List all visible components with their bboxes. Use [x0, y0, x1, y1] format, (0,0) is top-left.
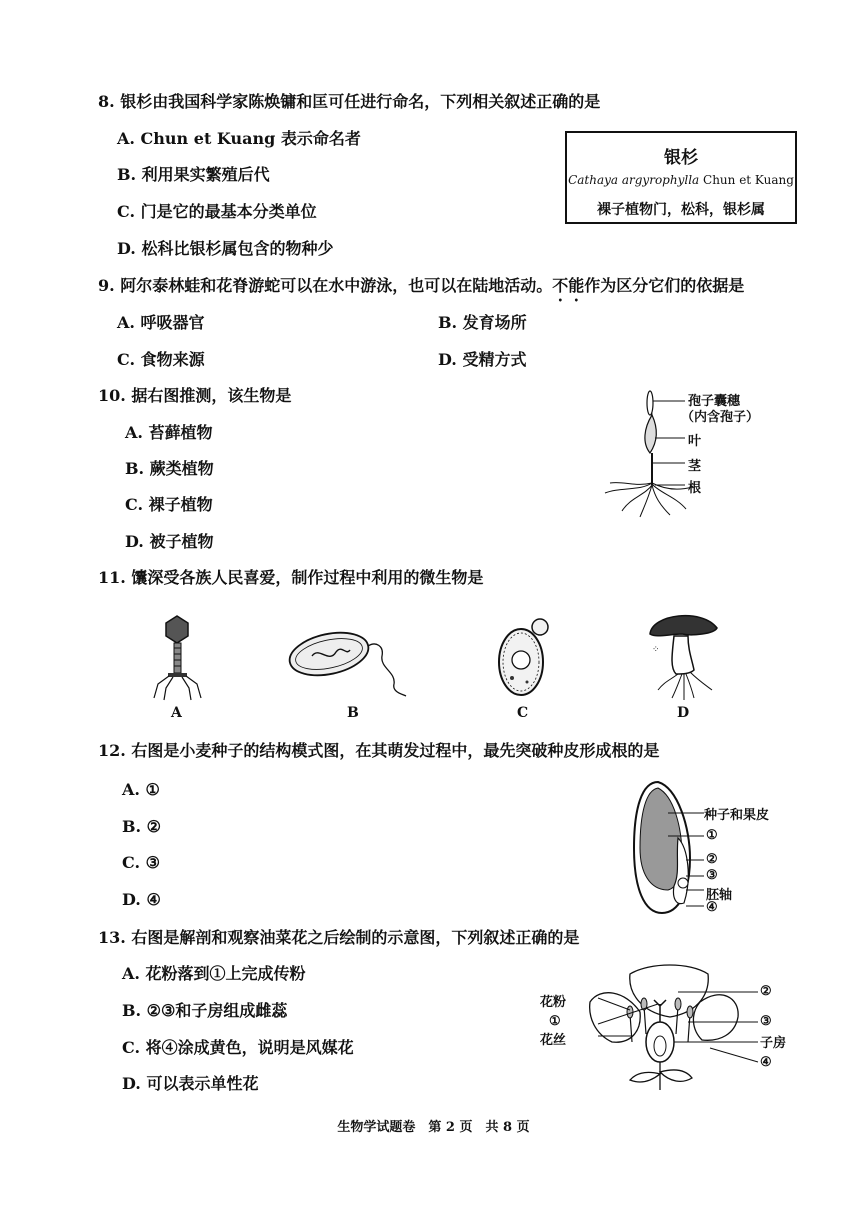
q12-option-a: A. ①: [122, 780, 160, 799]
label-pollen: 花粉: [540, 995, 567, 1010]
fern-plant-illustration: [600, 383, 700, 523]
box-classification: 裸子植物门，松科，银杉属: [597, 202, 765, 218]
label-sporangium-note: （内含孢子）: [681, 410, 760, 425]
mushroom-icon: [642, 610, 727, 702]
q11-caption-c: C: [517, 705, 529, 721]
label-flower-4: ④: [760, 1055, 772, 1070]
q9-stem-b: 作为区分它们的依据是: [584, 276, 745, 295]
q10-option-b: B. 蕨类植物: [125, 459, 214, 478]
page-footer: 生物学试题卷 第 2 页 共 8 页: [337, 1120, 530, 1135]
q11-caption-d: D: [677, 705, 690, 721]
q8-option-d: D. 松科比银杉属包含的物种少: [117, 239, 334, 258]
q12-option-b: B. ②: [122, 817, 162, 836]
q9-option-b: B. 发育场所: [438, 313, 527, 332]
q9-option-a: A. 呼吸器官: [117, 313, 205, 332]
label-seed-coat: 种子和果皮: [704, 808, 770, 823]
svg-text:⁘: ⁘: [652, 645, 660, 655]
label-flower-2: ②: [760, 984, 772, 999]
label-hypocotyl: 胚轴: [706, 888, 733, 903]
box-scientific-name: [567, 173, 795, 187]
wheat-seed-illustration: [628, 778, 708, 918]
box-author: Chun et Kuang: [703, 173, 794, 187]
label-filament: 花丝: [540, 1033, 567, 1048]
q8-option-c: C. 门是它的最基本分类单位: [117, 202, 317, 221]
box-latin: Cathaya argyrophylla: [568, 173, 700, 187]
label-root: 根: [688, 481, 702, 496]
label-leaf: 叶: [688, 434, 702, 449]
label-seed-3: ③: [706, 868, 718, 883]
species-info-box: [565, 131, 797, 224]
label-seed-4: ④: [706, 900, 718, 915]
label-sporangium: 孢子囊穗: [688, 394, 741, 409]
q9-option-d: D. 受精方式: [438, 350, 527, 369]
label-seed-2: ②: [706, 852, 718, 867]
q12-option-d: D. ④: [122, 890, 161, 909]
label-stem: 茎: [688, 459, 702, 474]
q12-option-c: C. ③: [122, 853, 160, 872]
label-ovary: 子房: [760, 1036, 787, 1051]
bacteriophage-icon: [150, 612, 205, 704]
bacterium-icon: [284, 626, 414, 701]
q8-option-a: A. Chun et Kuang 表示命名者: [117, 129, 361, 148]
label-seed-1: ①: [706, 828, 718, 843]
q8-stem: 8. 银杉由我国科学家陈焕镛和匡可任进行命名，下列相关叙述正确的是: [98, 92, 601, 111]
q11-caption-b: B: [347, 705, 359, 721]
q13-option-c: C. 将④涂成黄色，说明是风媒花: [122, 1038, 354, 1057]
label-flower-3: ③: [760, 1014, 772, 1029]
q13-option-b: B. ②③和子房组成雌蕊: [122, 1001, 288, 1020]
q13-option-a: A. 花粉落到①上完成传粉: [122, 964, 306, 983]
q12-stem: 12. 右图是小麦种子的结构模式图，在其萌发过程中，最先突破种皮形成根的是: [98, 741, 660, 760]
rapeseed-flower-illustration: [570, 962, 770, 1092]
q11-stem: 11. 馕深受各族人民喜爱，制作过程中利用的微生物是: [98, 568, 484, 587]
q13-stem: 13. 右图是解剖和观察油菜花之后绘制的示意图，下列叙述正确的是: [98, 928, 580, 947]
q10-option-d: D. 被子植物: [125, 532, 214, 551]
q13-option-d: D. 可以表示单性花: [122, 1074, 259, 1093]
q8-option-b: B. 利用果实繁殖后代: [117, 165, 270, 184]
q9-option-c: C. 食物来源: [117, 350, 205, 369]
q9-stem: [98, 276, 744, 305]
q9-stem-emphasis: 不能: [552, 276, 585, 295]
yeast-cell-icon: [494, 612, 554, 702]
label-flower-1: ①: [549, 1014, 561, 1029]
q11-caption-a: A: [171, 705, 182, 721]
q9-stem-a: 9. 阿尔泰林蛙和花脊游蛇可以在水中游泳，也可以在陆地活动。: [98, 276, 553, 295]
q10-option-c: C. 裸子植物: [125, 495, 213, 514]
q10-option-a: A. 苔藓植物: [125, 423, 213, 442]
q10-stem: 10. 据右图推测，该生物是: [98, 386, 292, 405]
box-title: 银杉: [664, 148, 698, 168]
